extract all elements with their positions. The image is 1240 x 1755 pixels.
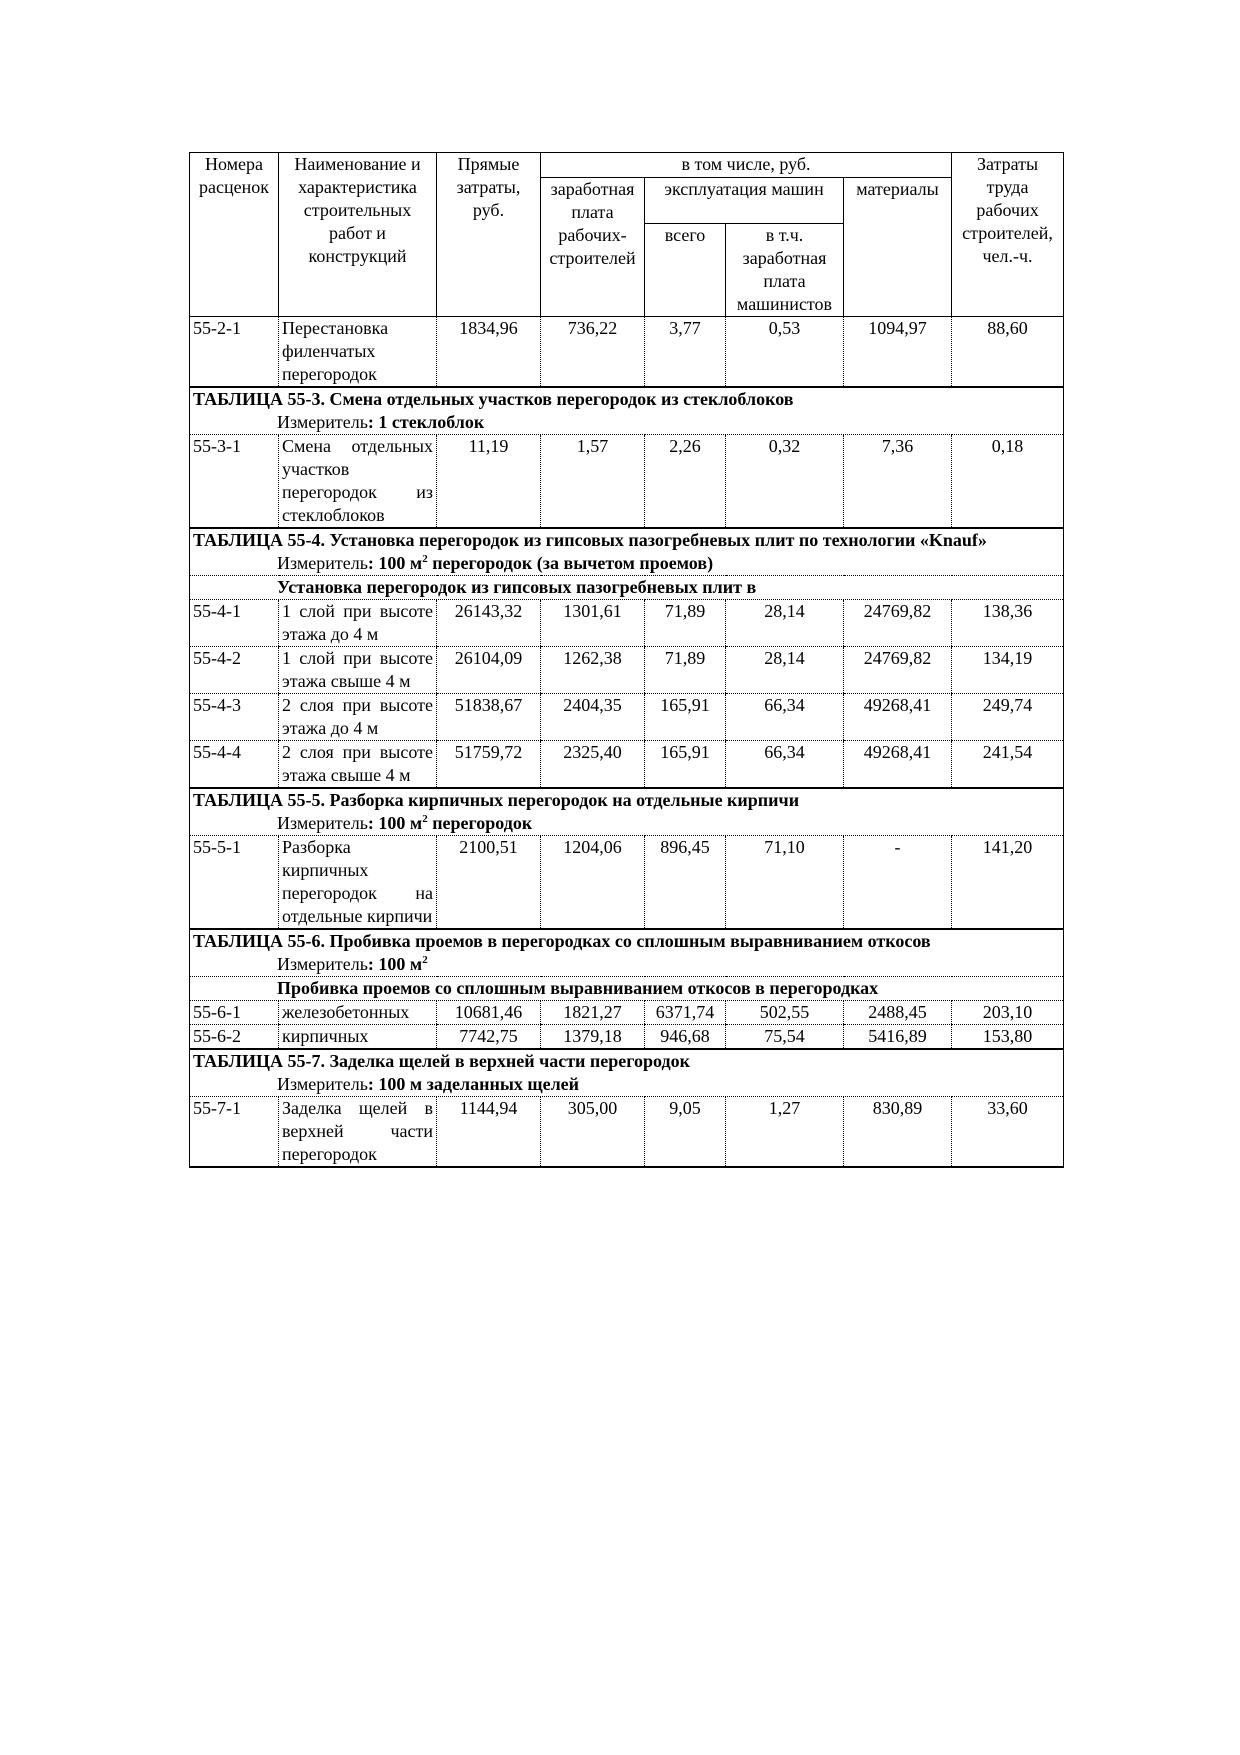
cell-wages: 736,22 xyxy=(541,317,645,388)
header-materials: материалы xyxy=(844,178,952,317)
meter-value: : 100 м xyxy=(367,813,423,833)
table-title: ТАБЛИЦА 55-6. Пробивка проемов в перегородках со сплошным выравниванием откосов xyxy=(190,929,1064,953)
cell-name: Заделка щелей в верхней части перегородок xyxy=(279,1097,437,1168)
cell-machinist-wages: 0,32 xyxy=(726,435,844,529)
cell-code: 55-6-1 xyxy=(190,1001,279,1025)
cell-machines-total: 3,77 xyxy=(645,317,726,388)
table-meter-row xyxy=(190,1073,1064,1097)
meter-sup: 2 xyxy=(422,954,428,966)
cell-direct-costs: 2100,51 xyxy=(437,836,541,930)
cell-direct-costs: 7742,75 xyxy=(437,1025,541,1050)
table-body xyxy=(190,317,1064,1168)
cell-code: 55-6-2 xyxy=(190,1025,279,1050)
table-row xyxy=(190,317,1064,388)
table-meter-row xyxy=(190,812,1064,836)
cell-machinist-wages: 66,34 xyxy=(726,741,844,789)
cell-direct-costs: 26143,32 xyxy=(437,600,541,647)
cell-wages: 1204,06 xyxy=(541,836,645,930)
meter-rest: перегородок xyxy=(427,813,533,833)
cell-direct-costs: 11,19 xyxy=(437,435,541,529)
meter-value: : 100 м xyxy=(367,954,423,974)
cell-name: 2 слоя при высоте этажа до 4 м xyxy=(279,694,437,741)
cell-materials: 24769,82 xyxy=(844,600,952,647)
table-caption xyxy=(190,1049,1064,1073)
table-meter xyxy=(190,411,1064,435)
cell-code: 55-3-1 xyxy=(190,435,279,529)
cell-labor: 134,19 xyxy=(952,647,1064,694)
table-title: ТАБЛИЦА 55-5. Разборка кирпичных перегородок на отдельные кирпичи xyxy=(190,788,1064,812)
table-title: ТАБЛИЦА 55-7. Заделка щелей в верхней части перегородок xyxy=(190,1049,1064,1073)
header-codes: Номера расценок xyxy=(190,153,279,317)
cell-code: 55-4-4 xyxy=(190,741,279,789)
table-row xyxy=(190,647,1064,694)
cell-code: 55-4-1 xyxy=(190,600,279,647)
cell-machinist-wages: 71,10 xyxy=(726,836,844,930)
cell-materials: 49268,41 xyxy=(844,694,952,741)
header-machinist-wages: в т.ч. заработная плата машинистов xyxy=(726,224,844,317)
cell-machines-total: 946,68 xyxy=(645,1025,726,1050)
cell-labor: 203,10 xyxy=(952,1001,1064,1025)
price-table xyxy=(189,152,1064,1168)
table-subheader: Установка перегородок из гипсовых пазогребневых плит в xyxy=(190,576,1064,600)
cell-materials: 49268,41 xyxy=(844,741,952,789)
table-caption xyxy=(190,387,1064,411)
cell-name: Разборка кирпичных перегородок на отдельные кирпичи xyxy=(279,836,437,930)
cell-machinist-wages: 28,14 xyxy=(726,600,844,647)
table-meter xyxy=(190,812,1064,836)
cell-machines-total: 6371,74 xyxy=(645,1001,726,1025)
cell-name: 2 слоя при высоте этажа свыше 4 м xyxy=(279,741,437,789)
cell-materials: 2488,45 xyxy=(844,1001,952,1025)
cell-labor: 141,20 xyxy=(952,836,1064,930)
header-including: в том числе, руб. xyxy=(541,153,952,178)
cell-wages: 1379,18 xyxy=(541,1025,645,1050)
cell-direct-costs: 10681,46 xyxy=(437,1001,541,1025)
meter-label: Измеритель xyxy=(277,553,368,573)
table-row xyxy=(190,741,1064,789)
cell-materials: 24769,82 xyxy=(844,647,952,694)
cell-labor: 0,18 xyxy=(952,435,1064,529)
meter-label: Измеритель xyxy=(277,1074,368,1094)
cell-wages: 2404,35 xyxy=(541,694,645,741)
cell-machines-total: 71,89 xyxy=(645,647,726,694)
cell-materials: 7,36 xyxy=(844,435,952,529)
cell-name: 1 слой при высоте этажа свыше 4 м xyxy=(279,647,437,694)
cell-machinist-wages: 502,55 xyxy=(726,1001,844,1025)
header-machines-group: эксплуатация машин xyxy=(645,178,844,224)
table-row xyxy=(190,600,1064,647)
meter-value: : 100 м заделанных щелей xyxy=(367,1074,580,1094)
cell-materials: 5416,89 xyxy=(844,1025,952,1050)
table-caption xyxy=(190,528,1064,552)
cell-name: Перестановка филенчатых перегородок xyxy=(279,317,437,388)
cell-machinist-wages: 28,14 xyxy=(726,647,844,694)
cell-wages: 1,57 xyxy=(541,435,645,529)
cell-name: кирпичных xyxy=(279,1025,437,1050)
table-meter-row xyxy=(190,411,1064,435)
meter-label: Измеритель xyxy=(277,412,368,432)
cell-machines-total: 71,89 xyxy=(645,600,726,647)
cell-direct-costs: 51759,72 xyxy=(437,741,541,789)
table-meter xyxy=(190,1073,1064,1097)
meter-label: Измеритель xyxy=(277,813,368,833)
table-meter xyxy=(190,953,1064,977)
cell-direct-costs: 1144,94 xyxy=(437,1097,541,1168)
cell-machines-total: 165,91 xyxy=(645,741,726,789)
cell-materials: - xyxy=(844,836,952,930)
table-title: ТАБЛИЦА 55-3. Смена отдельных участков перегородок из стеклоблоков xyxy=(190,387,1064,411)
header-name: Наименование и характеристика строительных работ и конструкций xyxy=(279,153,437,317)
meter-label: Измеритель xyxy=(277,954,368,974)
header-direct-costs: Прямые затраты, руб. xyxy=(437,153,541,317)
table-meter-row xyxy=(190,953,1064,977)
table-meter-row xyxy=(190,552,1064,576)
cell-wages: 1262,38 xyxy=(541,647,645,694)
cell-labor: 153,80 xyxy=(952,1025,1064,1050)
meter-value: : 100 м xyxy=(367,553,423,573)
meter-sup: 2 xyxy=(422,553,428,565)
table-row xyxy=(190,435,1064,529)
cell-direct-costs: 51838,67 xyxy=(437,694,541,741)
table-subheader: Пробивка проемов со сплошным выравниванием откосов в перегородках xyxy=(190,977,1064,1001)
table-caption xyxy=(190,788,1064,812)
table-row xyxy=(190,836,1064,930)
header-machines-total: всего xyxy=(645,224,726,317)
cell-machines-total: 896,45 xyxy=(645,836,726,930)
table-header xyxy=(190,153,1064,317)
table-meter xyxy=(190,552,1064,576)
cell-machines-total: 165,91 xyxy=(645,694,726,741)
cell-labor: 249,74 xyxy=(952,694,1064,741)
cell-materials: 1094,97 xyxy=(844,317,952,388)
cell-machinist-wages: 0,53 xyxy=(726,317,844,388)
table-row xyxy=(190,694,1064,741)
cell-name: железобетонных xyxy=(279,1001,437,1025)
cell-direct-costs: 26104,09 xyxy=(437,647,541,694)
cell-wages: 2325,40 xyxy=(541,741,645,789)
table-title: ТАБЛИЦА 55-4. Установка перегородок из гипсовых пазогребневых плит по технологии «Knauf» xyxy=(190,528,1064,552)
cell-code: 55-5-1 xyxy=(190,836,279,930)
cell-machinist-wages: 75,54 xyxy=(726,1025,844,1050)
cell-code: 55-7-1 xyxy=(190,1097,279,1168)
cell-labor: 241,54 xyxy=(952,741,1064,789)
cell-code: 55-2-1 xyxy=(190,317,279,388)
meter-value: : 1 стеклоблок xyxy=(367,412,485,432)
cell-labor: 88,60 xyxy=(952,317,1064,388)
header-labor: Затраты труда рабочих строителей, чел.-ч. xyxy=(952,153,1064,317)
table-subheader-row xyxy=(190,977,1064,1001)
cell-direct-costs: 1834,96 xyxy=(437,317,541,388)
cell-name: 1 слой при высоте этажа до 4 м xyxy=(279,600,437,647)
cell-wages: 1821,27 xyxy=(541,1001,645,1025)
table-subheader-row xyxy=(190,576,1064,600)
table-row xyxy=(190,1097,1064,1168)
cell-code: 55-4-2 xyxy=(190,647,279,694)
cell-labor: 138,36 xyxy=(952,600,1064,647)
cell-code: 55-4-3 xyxy=(190,694,279,741)
meter-sup: 2 xyxy=(422,813,428,825)
cell-materials: 830,89 xyxy=(844,1097,952,1168)
cell-labor: 33,60 xyxy=(952,1097,1064,1168)
cell-machinist-wages: 66,34 xyxy=(726,694,844,741)
table-caption xyxy=(190,929,1064,953)
price-table-page xyxy=(189,152,1063,1168)
cell-machinist-wages: 1,27 xyxy=(726,1097,844,1168)
cell-wages: 305,00 xyxy=(541,1097,645,1168)
table-row xyxy=(190,1001,1064,1025)
cell-machines-total: 9,05 xyxy=(645,1097,726,1168)
table-row xyxy=(190,1025,1064,1050)
cell-machines-total: 2,26 xyxy=(645,435,726,529)
cell-name: Смена отдельных участков перегородок из стеклоблоков xyxy=(279,435,437,529)
meter-rest: перегородок (за вычетом проемов) xyxy=(427,553,714,573)
cell-wages: 1301,61 xyxy=(541,600,645,647)
header-wages: заработная плата рабочих-строителей xyxy=(541,178,645,317)
